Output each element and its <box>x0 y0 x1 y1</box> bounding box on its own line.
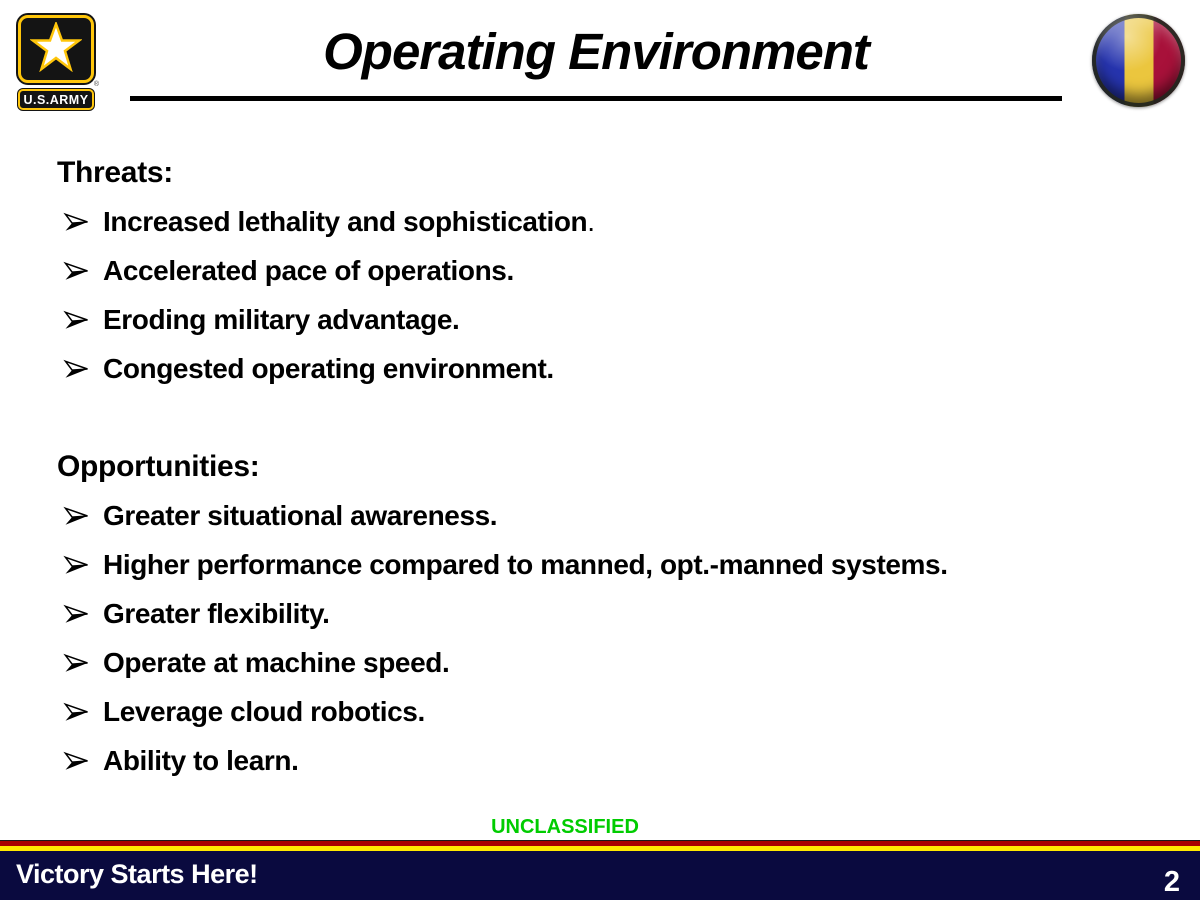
arrowhead-bullet-icon <box>57 260 103 282</box>
bullet-label: Greater situational awareness. <box>103 499 498 531</box>
bullet-label: Congested operating environment. <box>103 352 554 384</box>
bullet-label: Eroding military advantage. <box>103 303 460 335</box>
section-gap <box>57 393 1170 442</box>
bullet-label-tail: . <box>587 205 595 237</box>
arrowhead-bullet-icon <box>57 652 103 674</box>
bullet-label: Greater flexibility. <box>103 597 330 629</box>
arrowhead-bullet-icon <box>57 750 103 772</box>
army-star-box <box>18 15 94 83</box>
arrowhead-bullet-icon <box>57 211 103 233</box>
section-heading-threats <box>57 148 1170 197</box>
list-item <box>57 344 1170 393</box>
footer-bar <box>0 851 1200 900</box>
footer-motto: Victory Starts Here! <box>16 859 258 889</box>
classification-banner: UNCLASSIFIED <box>491 816 639 838</box>
army-star-icon <box>30 22 82 77</box>
arrowhead-bullet-icon <box>57 505 103 527</box>
unit-roundel-icon <box>1092 14 1185 107</box>
bullet-label: Accelerated pace of operations. <box>103 254 514 286</box>
heading-label: Opportunities: <box>57 449 260 483</box>
us-army-logo <box>16 13 99 110</box>
page-title: Operating Environment <box>323 23 869 80</box>
bullet-label: Ability to learn. <box>103 744 299 776</box>
list-item <box>57 540 1170 589</box>
list-item <box>57 589 1170 638</box>
arrowhead-bullet-icon <box>57 554 103 576</box>
list-item <box>57 246 1170 295</box>
heading-label: Threats: <box>57 155 173 189</box>
trademark-symbol: ® <box>93 81 99 88</box>
bullet-label: Increased lethality and sophistication <box>103 205 588 237</box>
list-item <box>57 687 1170 736</box>
list-item <box>57 197 1170 246</box>
arrowhead-bullet-icon <box>57 358 103 380</box>
arrowhead-bullet-icon <box>57 701 103 723</box>
army-wordmark: U.S.ARMY <box>18 89 94 110</box>
arrowhead-bullet-icon <box>57 309 103 331</box>
title-underline <box>130 96 1062 101</box>
bullet-label: Operate at machine speed. <box>103 646 450 678</box>
section-heading-opportunities <box>57 442 1170 491</box>
list-item <box>57 638 1170 687</box>
slide-body <box>57 148 1170 785</box>
list-item <box>57 491 1170 540</box>
bullet-label: Higher performance compared to manned, opt.-manned systems. <box>103 548 948 580</box>
page-number: 2 <box>1163 866 1180 898</box>
list-item <box>57 295 1170 344</box>
list-item <box>57 736 1170 785</box>
bullet-label: Leverage cloud robotics. <box>103 695 425 727</box>
arrowhead-bullet-icon <box>57 603 103 625</box>
